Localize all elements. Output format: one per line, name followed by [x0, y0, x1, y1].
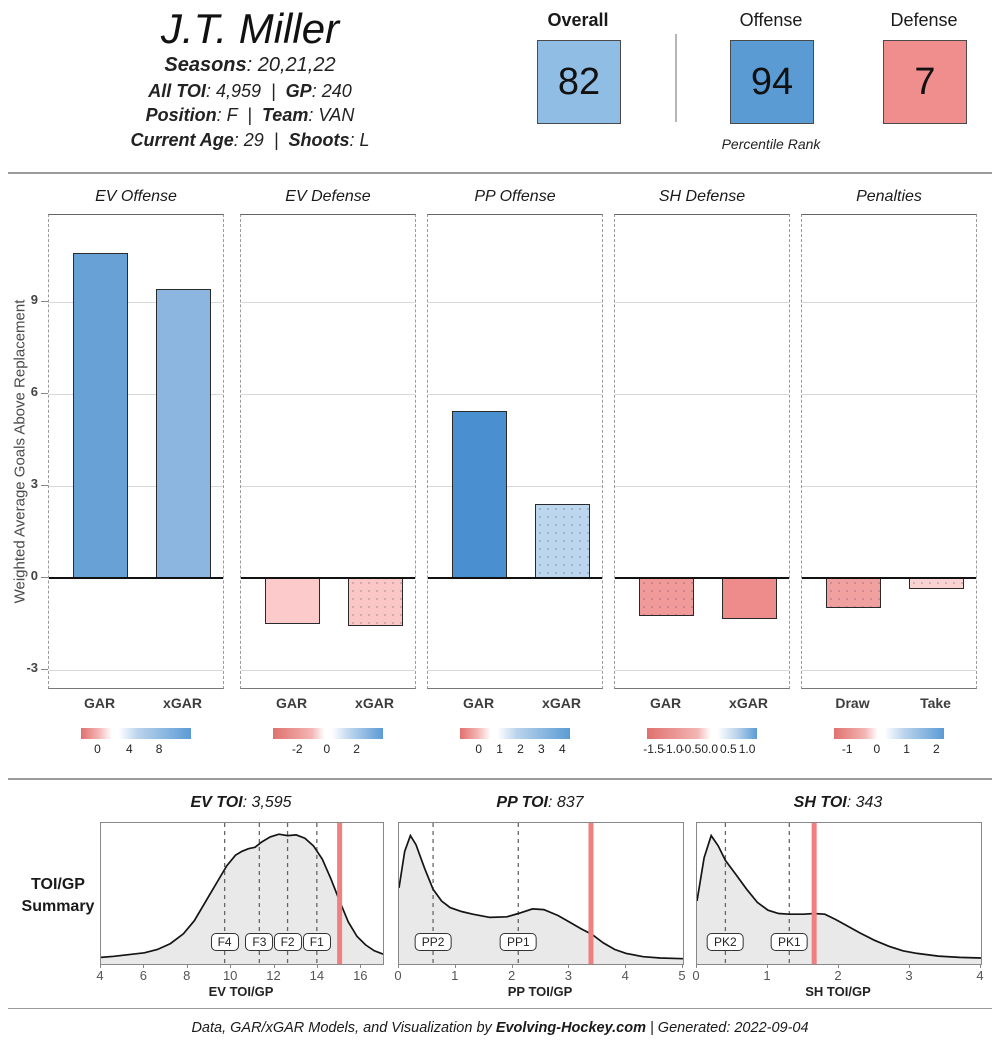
info-label: All TOI [148, 81, 206, 102]
bar-xgar [348, 578, 403, 626]
marker-label-pk1: PK1 [771, 933, 808, 951]
x-tick-label: 16 [353, 968, 368, 983]
legend-tick-label: 1.0 [738, 742, 756, 756]
percentile-caption: Percentile Rank [721, 136, 821, 152]
x-tick-label: 5 [678, 968, 686, 983]
gridline [615, 486, 789, 487]
info-value: : F [216, 105, 238, 126]
y-tick-mark [41, 577, 48, 578]
x-tick-label: 3 [564, 968, 573, 983]
footer-text-pre: Data, GAR/xGAR Models, and Visualization by [191, 1020, 496, 1036]
density-plot-2 [696, 822, 982, 965]
density-title-1 [398, 794, 682, 812]
x-tick-label: 0 [394, 968, 402, 983]
percentile-value-overall: 82 [557, 60, 601, 103]
legend-tick-label: 0.5 [720, 742, 737, 756]
legend-tick-label: -1.0 [661, 742, 683, 756]
density-x-axis-label: SH TOI/GP [805, 984, 871, 999]
bar-gar [452, 411, 507, 578]
category-label-xgar: xGAR [163, 695, 202, 711]
percentile-value-defense: 7 [914, 60, 936, 103]
density-title-2 [696, 794, 980, 812]
gridline [428, 302, 602, 303]
zero-line [802, 577, 976, 579]
gridline [802, 302, 976, 303]
panel-title-3: SH Defense [658, 188, 746, 205]
gridline [241, 670, 415, 671]
color-scale-legend [81, 728, 191, 739]
zero-line [49, 577, 223, 579]
percentile-label-offense: Offense [739, 10, 803, 30]
panel-title-0: EV Offense [95, 188, 177, 205]
y-axis-label: Weighted Average Goals Above Replacement [11, 299, 29, 604]
density-plot-0 [100, 822, 384, 965]
legend-tick-label: 4 [126, 742, 133, 756]
x-tick-label: 1 [763, 968, 771, 983]
gridline [615, 394, 789, 395]
density-title-value: : 837 [547, 794, 584, 811]
toi-summary-label-line1: TOI/GP [31, 876, 85, 893]
marker-label-f3: F3 [245, 933, 273, 951]
percentile-value-offense: 94 [750, 60, 794, 103]
percentile-box-overall [537, 40, 621, 124]
x-tick-label: 4 [96, 968, 104, 983]
x-tick-label: 2 [507, 968, 516, 983]
toi-summary-label-line2: Summary [21, 898, 95, 916]
info-separator: | [237, 105, 262, 126]
bar-draw [826, 578, 881, 608]
legend-tick-label: 0 [94, 742, 101, 756]
legend-tick-label: 2 [517, 742, 524, 756]
header-divider [8, 172, 992, 174]
zero-line [241, 577, 415, 579]
color-scale-legend [834, 728, 944, 739]
gar-panel-4 [801, 214, 977, 689]
y-tick-label: 6 [30, 383, 38, 399]
legend-tick-label: 8 [155, 742, 163, 756]
category-label-take: Take [920, 695, 951, 711]
gridline [615, 670, 789, 671]
bar-take [909, 578, 964, 589]
density-curve-svg [101, 823, 383, 964]
bar-xgar [535, 504, 590, 578]
player-header [0, 6, 500, 152]
category-label-gar: GAR [83, 695, 116, 711]
gridline [428, 670, 602, 671]
category-label-xgar: xGAR [542, 695, 581, 711]
y-tick-label: 0 [30, 567, 38, 583]
bar-xgar [156, 289, 211, 578]
gridline [802, 394, 976, 395]
info-value: : 4,959 [205, 81, 261, 102]
density-plot-1 [398, 822, 684, 965]
x-tick-label: 0 [692, 968, 700, 983]
info-label: GP [285, 81, 312, 102]
gridline [241, 302, 415, 303]
legend-tick-label: 0 [475, 742, 483, 756]
section-divider [8, 778, 992, 780]
panel-title-4: Penalties [856, 188, 922, 205]
bar-xgar [722, 578, 777, 620]
info-value: : 29 [233, 129, 264, 150]
info-label: Shoots [288, 129, 350, 150]
player-info-line [0, 79, 500, 103]
legend-tick-label: 0.0 [701, 742, 719, 756]
info-label: Team [261, 105, 309, 126]
info-separator: | [260, 81, 286, 102]
zero-line [615, 577, 789, 579]
category-label-gar: GAR [275, 695, 308, 711]
legend-tick-label: 1 [903, 742, 910, 756]
zero-line [428, 577, 602, 579]
y-tick-label: 3 [30, 475, 38, 491]
info-value: : VAN [308, 105, 355, 126]
gar-panel-1 [240, 214, 416, 689]
color-scale-legend [460, 728, 570, 739]
color-scale-legend [647, 728, 757, 739]
marker-label-f4: F4 [211, 933, 239, 951]
footer-divider [8, 1008, 992, 1009]
x-tick-label: 8 [183, 968, 191, 983]
x-tick-label: 4 [621, 968, 629, 983]
density-title-label: EV TOI [190, 794, 243, 811]
marker-label-pp1: PP1 [500, 933, 537, 951]
color-scale-legend [273, 728, 383, 739]
gar-panel-0 [48, 214, 224, 689]
y-tick-mark [41, 669, 48, 670]
marker-label-f1: F1 [303, 933, 331, 951]
legend-tick-label: 0 [323, 742, 331, 756]
legend-tick-label: 2 [353, 742, 360, 756]
x-tick-label: 2 [834, 968, 842, 983]
footer-credit [0, 1020, 1000, 1036]
category-label-draw: Draw [835, 695, 870, 711]
x-tick-label: 1 [451, 968, 459, 983]
legend-tick-label: 0 [873, 742, 881, 756]
category-label-xgar: xGAR [729, 695, 768, 711]
legend-tick-label: 4 [558, 742, 566, 756]
x-tick-label: 4 [976, 968, 984, 983]
density-title-0 [100, 794, 382, 812]
y-tick-mark [41, 301, 48, 302]
player-info-lines [0, 52, 500, 152]
percentile-box-offense [730, 40, 814, 124]
footer-text-post: | Generated: 2022-09-04 [645, 1020, 809, 1036]
legend-tick-label: -0.5 [680, 742, 702, 756]
marker-label-f2: F2 [274, 933, 302, 951]
legend-tick-label: -1.5 [643, 742, 664, 756]
density-title-label: SH TOI [793, 794, 847, 811]
gridline [241, 486, 415, 487]
density-x-axis-label: PP TOI/GP [507, 984, 573, 999]
gar-panel-3 [614, 214, 790, 689]
gridline [49, 670, 223, 671]
panel-title-1: EV Defense [285, 188, 371, 205]
gridline [802, 486, 976, 487]
category-label-xgar: xGAR [355, 695, 394, 711]
x-tick-label: 14 [309, 968, 325, 983]
info-separator: | [263, 129, 289, 150]
legend-tick-label: 2 [932, 742, 940, 756]
x-tick-label: 10 [222, 968, 238, 983]
player-name: J.T. Miller [160, 5, 340, 52]
density-x-axis-label: EV TOI/GP [208, 984, 274, 999]
toi-summary-label [12, 874, 104, 919]
player-info-line [0, 103, 500, 127]
bar-gar [73, 253, 128, 579]
info-label: Current Age [130, 129, 234, 150]
density-title-value: : 343 [846, 794, 883, 811]
percentile-divider [675, 34, 677, 122]
info-value: : 20,21,22 [246, 54, 336, 77]
legend-tick-label: 1 [496, 742, 503, 756]
legend-tick-label: 3 [538, 742, 545, 756]
marker-label-pk2: PK2 [707, 933, 744, 951]
gridline [241, 394, 415, 395]
category-label-gar: GAR [649, 695, 682, 711]
bar-gar [265, 578, 320, 624]
gar-panel-2 [427, 214, 603, 689]
y-tick-label: -3 [26, 660, 38, 675]
legend-tick-label: -2 [291, 742, 303, 756]
density-title-label: PP TOI [496, 794, 548, 811]
category-label-gar: GAR [462, 695, 495, 711]
info-label: Seasons [164, 54, 247, 77]
gridline [615, 302, 789, 303]
panel-title-2: PP Offense [474, 188, 556, 205]
x-tick-label: 3 [905, 968, 913, 983]
y-tick-label: 9 [30, 291, 38, 307]
info-value: : 240 [311, 81, 352, 102]
x-tick-label: 12 [266, 968, 281, 983]
density-title-value: : 3,595 [242, 794, 292, 811]
player-info-line [0, 128, 500, 152]
percentile-label-overall: Overall [547, 10, 609, 30]
legend-tick-label: -1 [841, 742, 853, 756]
info-label: Position [145, 105, 217, 126]
gridline [428, 394, 602, 395]
percentile-box-defense [883, 40, 967, 124]
y-tick-mark [41, 485, 48, 486]
player-info-line [0, 52, 500, 79]
percentile-label-defense: Defense [890, 10, 958, 30]
gridline [802, 670, 976, 671]
info-value: : L [349, 129, 370, 150]
footer-brand: Evolving-Hockey.com [495, 1020, 646, 1036]
y-tick-mark [41, 393, 48, 394]
bar-gar [639, 578, 694, 616]
x-tick-label: 6 [139, 968, 148, 983]
marker-label-pp2: PP2 [415, 933, 452, 951]
